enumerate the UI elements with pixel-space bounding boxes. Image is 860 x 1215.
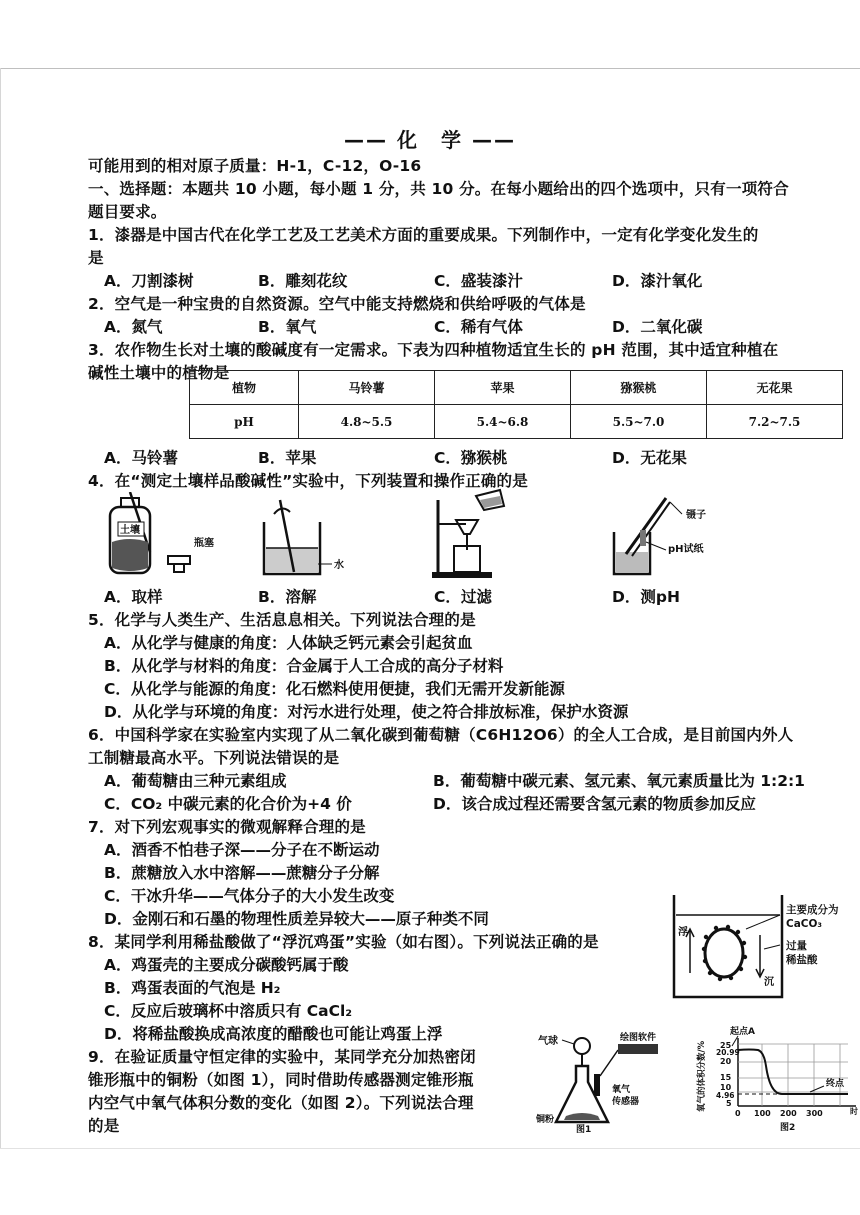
q4-stem: 4．在“测定土壤样品酸碱性”实验中，下列装置和操作正确的是 — [88, 472, 528, 490]
q5-option-a: A．从化学与健康的角度：人体缺乏钙元素会引起贫血 — [104, 634, 473, 652]
q6-stem-line2: 工制糖最高水平。下列说法错误的是 — [88, 749, 340, 767]
q6-option-d: D．该合成过程还需要含氢元素的物质参加反应 — [433, 795, 756, 813]
page-top-border — [0, 68, 860, 69]
caco3-label: CaCO₃ — [786, 918, 823, 930]
table-cell: 4.8~5.5 — [299, 405, 435, 439]
section-heading-line2: 题目要求。 — [88, 203, 167, 221]
q2-option-c: C．稀有气体 — [434, 318, 523, 336]
floating-egg-figure — [668, 893, 858, 1001]
page-bottom-border — [0, 1148, 860, 1149]
q1-option-a: A．刀割漆树 — [104, 272, 194, 290]
ph-table-value-row — [190, 405, 843, 439]
q3-option-b: B．苹果 — [258, 449, 317, 467]
q1-option-d: D．漆汁氧化 — [612, 272, 703, 290]
q6-stem-line1: 6．中国科学家在实验室内实现了从二氧化碳到葡萄糖（C6H12O6）的全人工合成，是目前国内外人 — [88, 726, 794, 744]
q3-option-c: C．猕猴桃 — [434, 449, 508, 467]
main-component-label: 主要成分为 — [786, 904, 839, 916]
y-tick-label: 4.96 — [716, 1091, 735, 1100]
q1-option-b: B．雕刻花纹 — [258, 272, 348, 290]
q7-option-a: A．酒香不怕巷子深——分子在不断运动 — [104, 841, 380, 859]
q4-option-d: D．测pH — [612, 588, 680, 606]
ph-table-header-row — [190, 371, 843, 405]
q4-option-c: C．过滤 — [434, 588, 492, 606]
q8-stem: 8．某同学利用稀盐酸做了“浮沉鸡蛋”实验（如右图）。下列说法正确的是 — [88, 933, 599, 951]
q1-stem-line2: 是 — [88, 249, 104, 267]
y-tick-label: 20.99 — [716, 1048, 740, 1057]
x-tick-label: 100 — [754, 1109, 771, 1118]
y-tick-label: 15 — [720, 1073, 732, 1082]
table-cell: 5.4~6.8 — [435, 405, 571, 439]
start-point-label: 起点A — [730, 1027, 755, 1037]
ph-measure-figure — [604, 492, 744, 578]
y-tick-label: 10 — [720, 1083, 732, 1092]
q6-option-a: A．葡萄糖由三种元素组成 — [104, 772, 287, 790]
q7-option-c: C．干冰升华——气体分子的大小发生改变 — [104, 887, 395, 905]
q5-option-d: D．从化学与环境的角度：对污水进行处理，使之符合排放标准，保护水资源 — [104, 703, 629, 721]
sampling-jar-figure — [104, 492, 234, 578]
q9-stem-line1: 9．在验证质量守恒定律的实验中，某同学充分加热密闭 — [88, 1048, 476, 1066]
q7-stem: 7．对下列宏观事实的微观解释合理的是 — [88, 818, 366, 836]
table-cell: 7.2~7.5 — [707, 405, 843, 439]
ph-paper-label: pH试纸 — [668, 544, 704, 555]
oxygen-label: 氧气 — [612, 1085, 631, 1095]
x-tick-label: 300 — [806, 1109, 823, 1118]
q8-option-b: B．鸡蛋表面的气泡是 H₂ — [104, 979, 281, 997]
table-cell: 马铃薯 — [299, 371, 435, 405]
sensor-label: 传感器 — [612, 1097, 640, 1107]
table-cell: 猕猴桃 — [571, 371, 707, 405]
q2-option-a: A．氮气 — [104, 318, 163, 336]
y-tick-label: 25 — [720, 1041, 732, 1050]
q3-option-a: A．马铃薯 — [104, 449, 178, 467]
y-tick-label: 5 — [726, 1099, 732, 1108]
float-label: 浮 — [678, 927, 688, 938]
dissolving-beaker-figure — [252, 492, 362, 580]
q3-option-d: D．无花果 — [612, 449, 687, 467]
q2-stem: 2．空气是一种宝贵的自然资源。空气中能支持燃烧和供给呼吸的气体是 — [88, 295, 586, 313]
page-left-border — [0, 68, 1, 1148]
q7-option-b: B．蔗糖放入水中溶解——蔗糖分子分解 — [104, 864, 380, 882]
figure2-caption: 图2 — [780, 1123, 796, 1133]
end-point-label: 终点 — [826, 1079, 845, 1089]
table-cell: pH — [190, 405, 299, 439]
q6-option-c: C．CO₂ 中碳元素的化合价为+4 价 — [104, 795, 352, 813]
figure1-caption: 图1 — [576, 1125, 592, 1134]
atomic-mass-line: 可能用到的相对原子质量：H-1，C-12，O-16 — [88, 157, 422, 175]
tweezers-label: 镊子 — [686, 510, 706, 521]
flask-figure — [536, 1030, 676, 1134]
table-cell: 植物 — [190, 371, 299, 405]
q9-stem-line4: 的是 — [88, 1117, 120, 1135]
exam-title: —— 化 学 —— — [344, 128, 516, 152]
copper-label: 铜粉 — [536, 1115, 555, 1125]
x-tick-label: 200 — [780, 1109, 797, 1118]
q7-option-d: D．金刚石和石墨的物理性质差异较大——原子种类不同 — [104, 910, 489, 928]
balloon-label: 气球 — [538, 1036, 558, 1047]
q6-option-b: B．葡萄糖中碳元素、氢元素、氧元素质量比为 1:2:1 — [433, 772, 805, 790]
y-tick-label: 20 — [720, 1057, 732, 1066]
sink-label: 沉 — [764, 977, 774, 988]
filtration-figure — [428, 488, 518, 580]
q8-option-c: C．反应后玻璃杯中溶质只有 CaCl₂ — [104, 1002, 353, 1020]
q9-stem-line3: 内空气中氧气体积分数的变化（如图 2）。下列说法合理 — [88, 1094, 474, 1112]
oxygen-curve-figure — [690, 1026, 860, 1134]
dilute-hcl-label: 稀盐酸 — [786, 954, 818, 966]
q9-stem-line2: 锥形瓶中的铜粉（如图 1），同时借助传感器测定锥形瓶 — [88, 1071, 474, 1089]
table-cell: 苹果 — [435, 371, 571, 405]
x-tick-label: 0 — [735, 1109, 741, 1118]
q4-option-a: A．取样 — [104, 588, 163, 606]
q2-option-d: D．二氧化碳 — [612, 318, 703, 336]
q1-option-c: C．盛装漆汁 — [434, 272, 523, 290]
q5-option-b: B．从化学与材料的角度：合金属于人工合成的高分子材料 — [104, 657, 504, 675]
q5-option-c: C．从化学与能源的角度：化石燃料使用便捷，我们无需开发新能源 — [104, 680, 565, 698]
excess-label: 过量 — [786, 940, 807, 952]
table-cell: 5.5~7.0 — [571, 405, 707, 439]
q8-option-d: D．将稀盐酸换成高浓度的醋酸也可能让鸡蛋上浮 — [104, 1025, 443, 1043]
y-axis-label: 氧气的体积分数/% — [697, 1040, 707, 1112]
q2-option-b: B．氧气 — [258, 318, 317, 336]
software-label: 绘图软件 — [620, 1033, 657, 1043]
q3-stem-line1: 3．农作物生长对土壤的酸碱度有一定需求。下表为四种植物适宜生长的 pH 范围，其中适宜种植在 — [88, 341, 779, 359]
water-label: 水 — [334, 560, 344, 571]
table-cell: 无花果 — [707, 371, 843, 405]
q5-stem: 5．化学与人类生产、生活息息相关。下列说法合理的是 — [88, 611, 476, 629]
q1-stem-line1: 1．漆器是中国古代在化学工艺及工艺美术方面的重要成果。下列制作中，一定有化学变化发生的 — [88, 226, 759, 244]
soil-label: 土壤 — [120, 525, 140, 536]
x-unit-label: 时 — [850, 1107, 858, 1116]
q4-option-b: B．溶解 — [258, 588, 317, 606]
section-heading-line1: 一、选择题：本题共 10 小题，每小题 1 分，共 10 分。在每小题给出的四个选项中，只有一项符合 — [88, 180, 789, 198]
q3-stem-line2: 碱性土壤中的植物是 — [88, 364, 230, 382]
stopper-label: 瓶塞 — [194, 538, 214, 549]
ph-table — [189, 370, 843, 439]
q8-option-a: A．鸡蛋壳的主要成分碳酸钙属于酸 — [104, 956, 349, 974]
